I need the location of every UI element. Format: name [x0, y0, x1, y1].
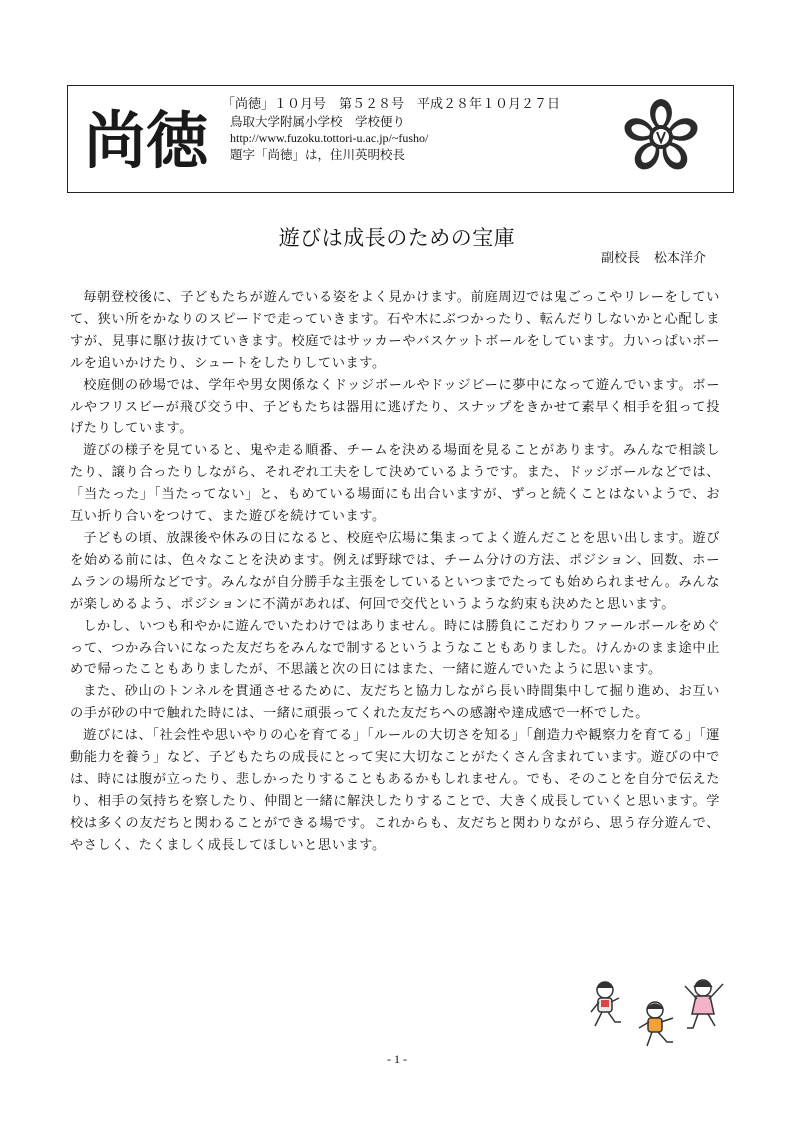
- paragraph: 校庭側の砂場では、学年や男女関係なくドッジボールやドッジビーに夢中になって遊んでいます。ボールやフリスビーが飛び交う中、子どもたちは器用に逃げたり、スナップをきかせて素早く相手を狙って投げたりしています。: [70, 377, 720, 437]
- author-role: 副校長: [600, 251, 640, 266]
- page-number: - 1 -: [387, 1052, 407, 1066]
- article-title: 遊びは成長のための宝庫: [278, 226, 516, 250]
- newsletter-header: [67, 85, 734, 193]
- paragraph: しかし、いつも和やかに遊んでいたわけではありません。時には勝負にこだわりファールボールをめぐって、つかみ合いになった友だちをみんなで制するというようなこともありました。けんかのまま途中止めで帰ったこともありましたが、不思議と次の日にはまた、一緒に遊んでいたように思います。: [70, 618, 720, 678]
- paragraph: また、砂山のトンネルを貫通させるために、友だちと協力しながら長い時間集中して掘り進め、お互いの手が砂の中で触れた時には、一緒に頑張ってくれた友だちへの感謝や達成感で一杯でした。: [70, 684, 720, 722]
- article-body: [70, 287, 720, 857]
- children-running-icon: [585, 968, 733, 1050]
- logo-calligraphy: [84, 98, 210, 174]
- school-name: 鳥取大学附属小学校 学校便り: [230, 113, 406, 129]
- paragraph: 遊びには、「社会性や思いやりの心を育てる」「ルールの大切さを知る」「創造力や観察力を育てる」「運動能力を養う」など、子どもたちの成長にとって実に大切なことがたくさん含まれています。遊びの中では、時には腹が立ったり、悲しかったりすることもあるかもしれません。でも、そのことを自分で伝えたり、相手の気持ちを察したり、仲間と一緒に解決したりすることで、大きく成長していくと思います。学校は多くの友だちと関わることができる場です。これからも、友だちと関わりながら、思う存分遊んで、やさしく、たくましく成長してほしいと思います。: [70, 728, 720, 853]
- paragraph: 子どもの頃、放課後や休みの日になると、校庭や広場に集まってよく遊んだことを思い出します。遊びを始める前には、色々なことを決めます。例えば野球では、チーム分けの方法、ポジション、回数、ホームランの場所などです。みんなが自分勝手な主張をしているといつまでたっても始められません。みんなが楽しめるよう、ポジションに不満があれば、何回で交代というような約束も決めたと思います。: [70, 530, 720, 612]
- school-url[interactable]: http://www.fuzoku.tottori-u.ac.jp/~fusho/: [230, 131, 429, 145]
- header-info: [222, 97, 622, 163]
- author-name: 松本洋介: [653, 251, 706, 266]
- school-emblem-icon: [612, 94, 710, 178]
- issue-line: 「尚徳」１０月号 第５２８号 平成２８年１０月２７日: [222, 97, 561, 112]
- article-author: [601, 247, 706, 266]
- calligraphy-credit: 題字「尚徳」は，住川英明校長: [230, 146, 406, 162]
- svg-text:尚徳: 尚徳: [84, 104, 209, 174]
- paragraph: 遊びの様子を見ていると、鬼や走る順番、チームを決める場面を見ることがあります。みんなで相談したり、譲り合ったりしながら、それぞれ工夫をして決めているようです。また、ドッジボールなどでは、「当たった」「当たってない」と、もめている場面にも出合いますが、ずっと続くことはないようで、お互い折り合いをつけて、また遊びを続けています。: [70, 443, 720, 525]
- paragraph: 毎朝登校後に、子どもたちが遊んでいる姿をよく見かけます。前庭周辺では鬼ごっこやリレーをしていて、狭い所をかなりのスピードで走っていきます。石や木にぶつかったり、転んだりしないかと心配しますが、見事に駆け抜けていきます。校庭ではサッカーやバスケットボールをしています。力いっぱいボールを追いかけたり、シュートをしたりしています。: [70, 290, 720, 371]
